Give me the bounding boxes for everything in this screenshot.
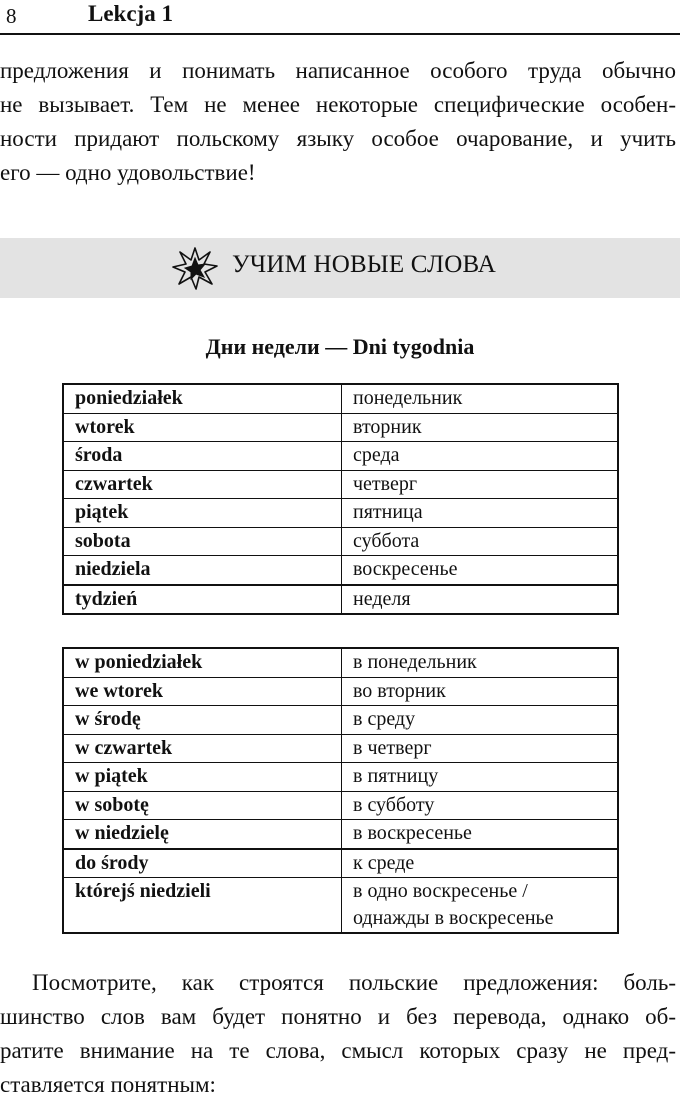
russian-translation: неделя	[342, 585, 619, 615]
russian-translation: в пятницу	[342, 763, 619, 792]
russian-translation: в воскресенье	[342, 820, 619, 849]
table-row	[63, 527, 618, 556]
intro-line: его — одно удовольствие!	[0, 160, 256, 185]
polish-word: sobota	[63, 527, 342, 556]
page-number: 8	[6, 4, 17, 28]
table-row	[63, 442, 618, 471]
russian-translation: к среде	[342, 849, 619, 878]
russian-translation: пятница	[342, 499, 619, 528]
table-row	[63, 763, 618, 792]
table-title: Дни недели — Dni tygodnia	[205, 334, 475, 359]
russian-translation: в понедельник	[342, 648, 619, 677]
header-rule	[0, 33, 680, 35]
intro-line: не вызывает. Тем не менее некоторые специфические особен-	[0, 92, 676, 117]
page-header	[0, 0, 680, 34]
table-row	[63, 413, 618, 442]
section-banner	[0, 238, 680, 298]
russian-translation	[342, 878, 619, 934]
russian-translation: понедельник	[342, 384, 619, 413]
polish-phrase: w niedzielę	[63, 820, 342, 849]
table-row	[63, 648, 618, 677]
russian-translation: четверг	[342, 470, 619, 499]
polish-phrase: do środy	[63, 849, 342, 878]
russian-translation: во вторник	[342, 677, 619, 706]
lesson-title: Lekcja 1	[88, 1, 173, 26]
table-row	[63, 820, 618, 849]
russian-translation: в среду	[342, 706, 619, 735]
russian-translation: вторник	[342, 413, 619, 442]
polish-phrase: którejś niedzieli	[63, 878, 342, 934]
star-burst-icon	[172, 246, 218, 290]
on-days-table	[62, 647, 619, 934]
polish-word: poniedziałek	[63, 384, 342, 413]
polish-phrase: w sobotę	[63, 791, 342, 820]
outro-line: шинство слов вам будет понятно и без перевода, однако об-	[0, 1004, 676, 1029]
table-row	[63, 384, 618, 413]
polish-phrase: we wtorek	[63, 677, 342, 706]
polish-phrase: w piątek	[63, 763, 342, 792]
table-row	[63, 499, 618, 528]
polish-word: wtorek	[63, 413, 342, 442]
table-row	[63, 878, 618, 934]
days-table	[62, 383, 619, 615]
table-row	[63, 556, 618, 585]
outro-paragraph	[0, 966, 676, 1102]
intro-line: предложения и понимать написанное особого труда обычно	[0, 58, 676, 83]
table-row	[63, 706, 618, 735]
table-row	[63, 677, 618, 706]
translation-line: однажды в воскресенье	[353, 907, 554, 929]
intro-paragraph	[0, 54, 676, 190]
polish-phrase: w środę	[63, 706, 342, 735]
russian-translation: суббота	[342, 527, 619, 556]
polish-word: tydzień	[63, 585, 342, 615]
table-row	[63, 734, 618, 763]
polish-phrase: w poniedziałek	[63, 648, 342, 677]
section-title: УЧИМ НОВЫЕ СЛОВА	[232, 251, 497, 278]
outro-line: ратите внимание на те слова, смысл которых сразу не пред-	[0, 1038, 676, 1063]
russian-translation: среда	[342, 442, 619, 471]
polish-word: czwartek	[63, 470, 342, 499]
russian-translation: в субботу	[342, 791, 619, 820]
outro-line: ставляется понятным:	[0, 1072, 216, 1097]
table-row	[63, 849, 618, 878]
russian-translation: в четверг	[342, 734, 619, 763]
polish-word: piątek	[63, 499, 342, 528]
polish-word: niedziela	[63, 556, 342, 585]
polish-phrase: w czwartek	[63, 734, 342, 763]
table-row	[63, 585, 618, 615]
outro-line: Посмотрите, как строятся польские предложения: боль-	[32, 970, 676, 995]
intro-line: ности придают польскому языку особое очарование, и учить	[0, 126, 676, 151]
table-row	[63, 791, 618, 820]
polish-word: środa	[63, 442, 342, 471]
table-row	[63, 470, 618, 499]
translation-line: в одно воскресенье /	[353, 880, 528, 902]
russian-translation: воскресенье	[342, 556, 619, 585]
